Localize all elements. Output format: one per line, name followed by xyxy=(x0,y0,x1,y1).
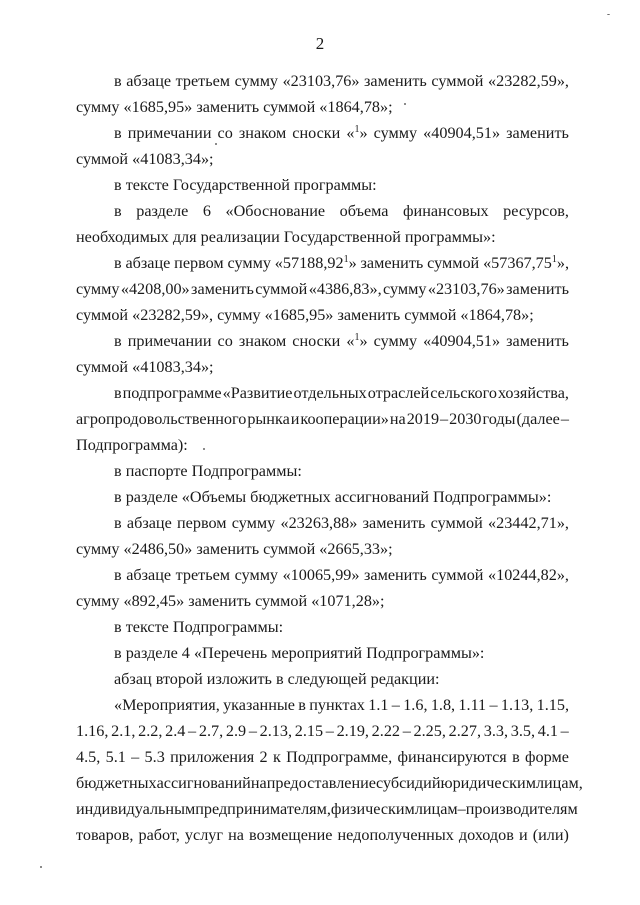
scan-speck xyxy=(607,14,610,15)
word: суммой xyxy=(427,254,480,272)
word: абзаце xyxy=(126,566,172,584)
word: 3.5, xyxy=(510,722,535,740)
word: недополученных xyxy=(337,826,454,844)
word: на xyxy=(250,774,267,792)
word: физическим xyxy=(330,800,415,818)
word: юридическим xyxy=(440,774,536,792)
word: отраслей xyxy=(367,384,430,402)
text-line: сумму «2486,50» заменить суммой «2665,33»; xyxy=(76,540,393,558)
text-line: абзац второй изложить в следующей редакции: xyxy=(114,670,440,688)
word: индивидуальным xyxy=(76,800,196,818)
text-line xyxy=(76,825,569,845)
word: субсидий xyxy=(376,774,441,792)
text-line: в тексте Государственной программы: xyxy=(114,176,377,194)
text-line: суммой «41083,34»; xyxy=(76,358,214,376)
word: бюджетных xyxy=(76,774,157,792)
word: 5.3 xyxy=(144,748,165,766)
scan-speck xyxy=(203,448,205,450)
word: доходов xyxy=(458,826,514,844)
word: возмещение xyxy=(249,826,333,844)
word: 4.5, xyxy=(76,748,101,766)
word: предпринимателям, xyxy=(195,800,331,818)
word: работ, xyxy=(138,826,180,844)
word: форме xyxy=(525,748,569,766)
word: «4208,00» xyxy=(120,280,190,298)
word: 6 xyxy=(202,202,211,220)
text-line xyxy=(76,799,578,819)
word: услуг xyxy=(184,826,224,844)
word: третьем xyxy=(175,72,231,90)
word: – xyxy=(248,722,257,740)
word: – xyxy=(402,722,411,740)
word: 1.1 xyxy=(368,696,389,714)
text-line xyxy=(76,773,583,793)
text-line: сумму «1685,95» заменить суммой «1864,78»; xyxy=(76,98,393,116)
word: пунктах xyxy=(309,696,365,714)
word: сноски xyxy=(292,332,341,350)
word: ресурсов, xyxy=(503,202,569,220)
word: приложения xyxy=(170,748,255,766)
text-line xyxy=(114,253,569,273)
word-part: » xyxy=(359,332,368,350)
text-line xyxy=(114,201,569,221)
word: – xyxy=(560,722,569,740)
word-part: « xyxy=(346,124,355,142)
word: в xyxy=(114,384,122,402)
word: «10065,99» xyxy=(282,566,360,584)
word: в xyxy=(114,566,122,584)
word: суммой xyxy=(430,514,483,532)
text-line: суммой «23282,59», сумму «1685,95» заменить суммой «1864,78»; xyxy=(76,306,534,324)
word: – xyxy=(325,722,334,740)
word: 2.1, xyxy=(111,722,136,740)
text-line xyxy=(114,695,569,715)
text-line: суммой «41083,34»; xyxy=(76,150,214,168)
word: суммой xyxy=(255,280,308,298)
word: примечании xyxy=(127,332,212,350)
word: 1.8, xyxy=(430,696,456,714)
word: 2.9 xyxy=(225,722,247,740)
word: знаком xyxy=(238,332,287,350)
word-part: » xyxy=(348,254,357,272)
word: 4.1 xyxy=(537,722,558,740)
word: «40904,51» xyxy=(423,124,501,142)
text-line: Подпрограмма): xyxy=(76,436,188,454)
word: финансируются xyxy=(397,748,507,766)
word: «23103,76» xyxy=(282,72,360,90)
word: заменить xyxy=(364,72,427,90)
word xyxy=(346,331,367,351)
word: в xyxy=(298,696,306,714)
scan-speck xyxy=(215,143,217,145)
word: абзаце xyxy=(126,72,172,90)
word: 2.15 xyxy=(294,722,324,740)
word: сумму xyxy=(76,280,120,298)
footnote-mark: 1 xyxy=(343,254,349,265)
word: – xyxy=(440,410,449,428)
word: заменить xyxy=(364,566,427,584)
word: в xyxy=(114,72,122,90)
word: примечании xyxy=(127,124,212,142)
word: 2.13, xyxy=(259,722,292,740)
word: «4386,83», xyxy=(308,280,382,298)
word: «23103,76» xyxy=(427,280,505,298)
word: 5.1 xyxy=(105,748,126,766)
word: 2030 xyxy=(449,410,482,428)
word: сумму xyxy=(234,72,279,90)
text-line: в паспорте Подпрограммы: xyxy=(114,462,302,480)
word: со xyxy=(217,124,233,142)
word: в xyxy=(114,254,122,272)
word: абзаце xyxy=(126,514,172,532)
word: разделе xyxy=(136,202,189,220)
word: – xyxy=(457,800,466,818)
word: 2.2, xyxy=(138,722,163,740)
footnote-mark: 1 xyxy=(354,124,360,135)
word: заменить xyxy=(506,124,569,142)
word: суммой xyxy=(431,72,484,90)
word: первом xyxy=(174,254,224,272)
text-line xyxy=(76,747,569,767)
text-line xyxy=(114,565,569,585)
text-line xyxy=(76,279,569,299)
word: «40904,51» xyxy=(423,332,501,350)
word: объема xyxy=(339,202,389,220)
word: сумму xyxy=(231,514,276,532)
word: 2019 xyxy=(406,410,440,428)
word: заменить xyxy=(506,280,569,298)
word: 2.4 xyxy=(165,722,186,740)
word: – xyxy=(489,696,498,714)
word: «10244,82», xyxy=(488,566,569,584)
text-line xyxy=(76,721,569,741)
word: абзаце xyxy=(125,254,171,272)
word: 2 xyxy=(259,748,268,766)
text-line: сумму «892,45» заменить суммой «1071,28»; xyxy=(76,592,385,610)
word-part: » xyxy=(359,124,368,142)
word-part: « xyxy=(346,332,355,350)
word: Подпрограмме, xyxy=(286,748,393,766)
word: «Развитие xyxy=(222,384,293,402)
word: 1.6, xyxy=(403,696,428,714)
word: – xyxy=(391,696,400,714)
word: указанные xyxy=(223,696,295,714)
word: отдельных xyxy=(293,384,367,402)
word: 2.22 xyxy=(371,722,400,740)
page-number: 2 xyxy=(315,34,325,53)
word: 1.16, xyxy=(76,722,109,740)
word: сумму xyxy=(373,124,418,142)
word: сумму xyxy=(373,332,418,350)
footnote-mark: 1 xyxy=(551,254,557,265)
word: подпрограмме xyxy=(122,384,222,402)
word: 2.7, xyxy=(198,722,224,740)
word-part: «57188,92 xyxy=(274,254,344,272)
word: заменить xyxy=(506,332,569,350)
text-line xyxy=(114,513,569,533)
word: в xyxy=(512,748,520,766)
text-line: в разделе «Объемы бюджетных ассигнований Подпрограммы»: xyxy=(114,488,552,506)
word: ассигнований xyxy=(156,774,251,792)
word: (далее xyxy=(516,410,560,428)
word: лицам, xyxy=(535,774,583,792)
word: в xyxy=(114,202,122,220)
word: хозяйства, xyxy=(497,384,569,402)
word: на xyxy=(228,826,244,844)
word: сельского xyxy=(430,384,497,402)
word: заменить xyxy=(362,514,426,532)
word: 1.15, xyxy=(536,696,569,714)
word: в xyxy=(114,332,122,350)
word: 3.3, xyxy=(483,722,508,740)
word: знаком xyxy=(238,124,287,142)
text-line xyxy=(114,383,569,403)
word: «23263,88» xyxy=(280,514,358,532)
word: (или) xyxy=(532,826,569,844)
word-part: «57367,75 xyxy=(483,254,552,272)
word: кооперации» xyxy=(300,410,389,428)
word: третьем xyxy=(175,566,231,584)
word: производителям xyxy=(465,800,578,818)
scan-speck xyxy=(40,866,42,868)
footnote-mark: 1 xyxy=(354,332,360,343)
word: и xyxy=(518,826,528,844)
word: суммой xyxy=(431,566,484,584)
word: «Обоснование xyxy=(225,202,326,220)
text-line xyxy=(114,71,569,91)
word: – xyxy=(560,410,569,428)
word: лицам xyxy=(414,800,458,818)
word: товаров, xyxy=(76,826,134,844)
word: со xyxy=(217,332,233,350)
word xyxy=(275,253,357,273)
word: первом xyxy=(177,514,227,532)
text-line: необходимых для реализации Государственной программы»: xyxy=(76,228,496,246)
word: к xyxy=(272,748,281,766)
word: 2.25, xyxy=(413,722,446,740)
text-line xyxy=(76,409,569,429)
text-line: в тексте Подпрограммы: xyxy=(114,618,284,636)
word: в xyxy=(114,514,122,532)
word: на xyxy=(389,410,406,428)
word: финансовых xyxy=(403,202,489,220)
word: – xyxy=(131,748,140,766)
word: рынка xyxy=(247,410,290,428)
word: 2.19, xyxy=(336,722,369,740)
word: в xyxy=(114,124,122,142)
word: сноски xyxy=(292,124,341,142)
text-line xyxy=(114,123,569,143)
word: сумму xyxy=(234,566,279,584)
word: сумму xyxy=(227,254,271,272)
word: агропродовольственного xyxy=(76,410,247,428)
word: заменить xyxy=(360,254,424,272)
text-line xyxy=(114,331,569,351)
word: предоставление xyxy=(266,774,376,792)
text-line: в разделе 4 «Перечень мероприятий Подпрограммы»: xyxy=(114,644,485,662)
word: и xyxy=(290,410,300,428)
word: сумму xyxy=(383,280,427,298)
word: «Мероприятия, xyxy=(114,696,220,714)
word: 2.27, xyxy=(448,722,481,740)
word xyxy=(483,253,569,273)
word: «23282,59», xyxy=(488,72,569,90)
word xyxy=(346,123,367,143)
word: «23442,71», xyxy=(488,514,569,532)
scan-speck xyxy=(404,103,406,105)
word: годы xyxy=(482,410,516,428)
word-part: », xyxy=(556,254,569,272)
word: 1.11 xyxy=(458,696,487,714)
word: 1.13, xyxy=(500,696,534,714)
word: – xyxy=(188,722,197,740)
word: заменить xyxy=(191,280,254,298)
